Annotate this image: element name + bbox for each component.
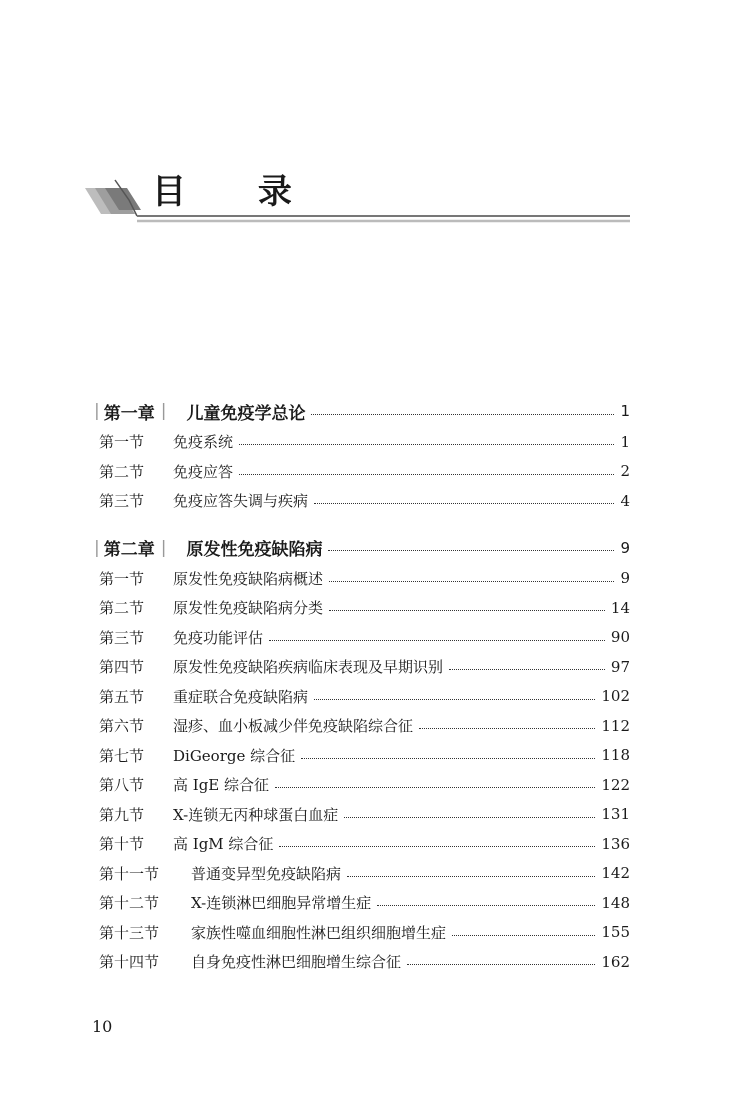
- section-entry[interactable]: [90, 623, 630, 653]
- section-title: X-连锁淋巴细胞异常增生症: [191, 894, 372, 913]
- section-title: 家族性噬血细胞性淋巴组织细胞增生症: [191, 923, 447, 942]
- section-title: 原发性免疫缺陷疾病临床表现及早期识别: [173, 658, 444, 677]
- chapter-bar-right: |: [160, 537, 167, 558]
- section-number: 第十二节: [99, 894, 160, 913]
- dot-leader: [301, 758, 595, 759]
- section-number: 第三节: [99, 628, 145, 647]
- dot-leader: [347, 876, 595, 877]
- section-number: 第十三节: [99, 923, 160, 942]
- section-entry[interactable]: [90, 859, 630, 889]
- section-number: 第七节: [99, 746, 145, 765]
- dot-leader: [314, 503, 614, 504]
- section-number: 第十四节: [99, 953, 160, 972]
- section-page: 122: [601, 775, 630, 794]
- chapter-page: 9: [620, 538, 630, 557]
- dot-leader: [239, 474, 614, 475]
- section-title: 免疫系统: [173, 433, 234, 452]
- section-number: 第九节: [99, 805, 145, 824]
- chapter-number: 第二章: [103, 540, 155, 560]
- table-of-contents: [90, 395, 630, 977]
- section-entry[interactable]: [90, 711, 630, 741]
- dot-leader: [311, 414, 614, 415]
- section-title: 自身免疫性淋巴细胞增生综合征: [191, 953, 402, 972]
- section-number: 第一节: [99, 433, 145, 452]
- section-page: 90: [610, 628, 630, 647]
- section-entry[interactable]: [90, 457, 630, 487]
- section-entry[interactable]: [90, 947, 630, 977]
- section-page: 136: [601, 834, 630, 853]
- section-entry[interactable]: [90, 564, 630, 594]
- section-page: 148: [601, 893, 630, 912]
- section-title: 免疫应答: [173, 462, 234, 481]
- chapter-entry[interactable]: [90, 395, 630, 427]
- chapter-entry[interactable]: [90, 532, 630, 564]
- chapter-number: 第一章: [103, 403, 155, 424]
- section-page: 142: [601, 864, 630, 883]
- section-entry[interactable]: [90, 486, 630, 516]
- section-title: X-连锁无丙种球蛋白血症: [173, 805, 339, 824]
- section-entry[interactable]: [90, 741, 630, 771]
- section-title: 免疫应答失调与疾病: [173, 492, 309, 511]
- dot-leader: [279, 846, 595, 847]
- section-entry[interactable]: [90, 593, 630, 623]
- section-entry[interactable]: [90, 918, 630, 948]
- section-page: 97: [610, 657, 630, 676]
- section-entry[interactable]: [90, 800, 630, 830]
- section-entry[interactable]: [90, 888, 630, 918]
- dot-leader: [275, 787, 595, 788]
- section-number: 第二节: [99, 599, 145, 618]
- section-page: 155: [601, 923, 630, 942]
- section-number: 第十节: [99, 835, 145, 854]
- chapter-bar-left: |: [94, 537, 100, 558]
- dot-leader: [449, 669, 605, 670]
- section-number: 第三节: [99, 492, 145, 511]
- dot-leader: [329, 610, 605, 611]
- section-page: 118: [601, 746, 630, 765]
- dot-leader: [329, 581, 614, 582]
- dot-leader: [377, 905, 595, 906]
- section-number: 第四节: [99, 658, 145, 677]
- chapter-gap: [90, 516, 630, 532]
- section-title: 高 IgE 综合征: [173, 776, 270, 795]
- section-page: 162: [601, 952, 630, 971]
- dot-leader: [239, 444, 614, 445]
- section-entry[interactable]: [90, 682, 630, 712]
- section-page: 131: [601, 805, 630, 824]
- section-title: 原发性免疫缺陷病分类: [173, 599, 324, 618]
- section-page: 9: [620, 569, 630, 588]
- dot-leader: [328, 550, 614, 551]
- section-number: 第二节: [99, 462, 145, 481]
- section-number: 第一节: [99, 569, 145, 588]
- section-page: 4: [620, 491, 630, 510]
- section-entry[interactable]: [90, 829, 630, 859]
- section-page: 2: [620, 462, 630, 481]
- section-entry[interactable]: [90, 770, 630, 800]
- section-number: 第十一节: [99, 864, 160, 883]
- chapter-bar-right: |: [160, 401, 167, 421]
- chapter-title: 原发性免疫缺陷病: [186, 540, 323, 560]
- dot-leader: [269, 640, 605, 641]
- section-title: 重症联合免疫缺陷病: [173, 687, 309, 706]
- dot-leader: [314, 699, 595, 700]
- section-title: 高 IgM 综合征: [173, 835, 274, 854]
- dot-leader: [419, 728, 595, 729]
- section-title: DiGeorge 综合征: [173, 746, 296, 765]
- section-title: 湿疹、血小板减少伴免疫缺陷综合征: [173, 717, 414, 736]
- section-page: 14: [610, 598, 630, 617]
- page-number: 10: [92, 1017, 113, 1036]
- section-number: 第八节: [99, 776, 145, 795]
- section-page: 102: [601, 687, 630, 706]
- section-number: 第五节: [99, 687, 145, 706]
- section-page: 1: [620, 432, 630, 451]
- section-title: 免疫功能评估: [173, 628, 264, 647]
- dot-leader: [344, 817, 595, 818]
- section-page: 112: [601, 716, 630, 735]
- dot-leader: [407, 964, 595, 965]
- section-entry[interactable]: [90, 652, 630, 682]
- chapter-page: 1: [620, 402, 630, 420]
- page-title: 目 录: [152, 172, 322, 212]
- section-title: 普通变异型免疫缺陷病: [191, 864, 342, 883]
- chapter-bar-left: |: [94, 401, 100, 421]
- dot-leader: [452, 935, 595, 936]
- section-entry[interactable]: [90, 427, 630, 457]
- section-title: 原发性免疫缺陷病概述: [173, 569, 324, 588]
- section-number: 第六节: [99, 717, 145, 736]
- chapter-title: 儿童免疫学总论: [186, 403, 306, 424]
